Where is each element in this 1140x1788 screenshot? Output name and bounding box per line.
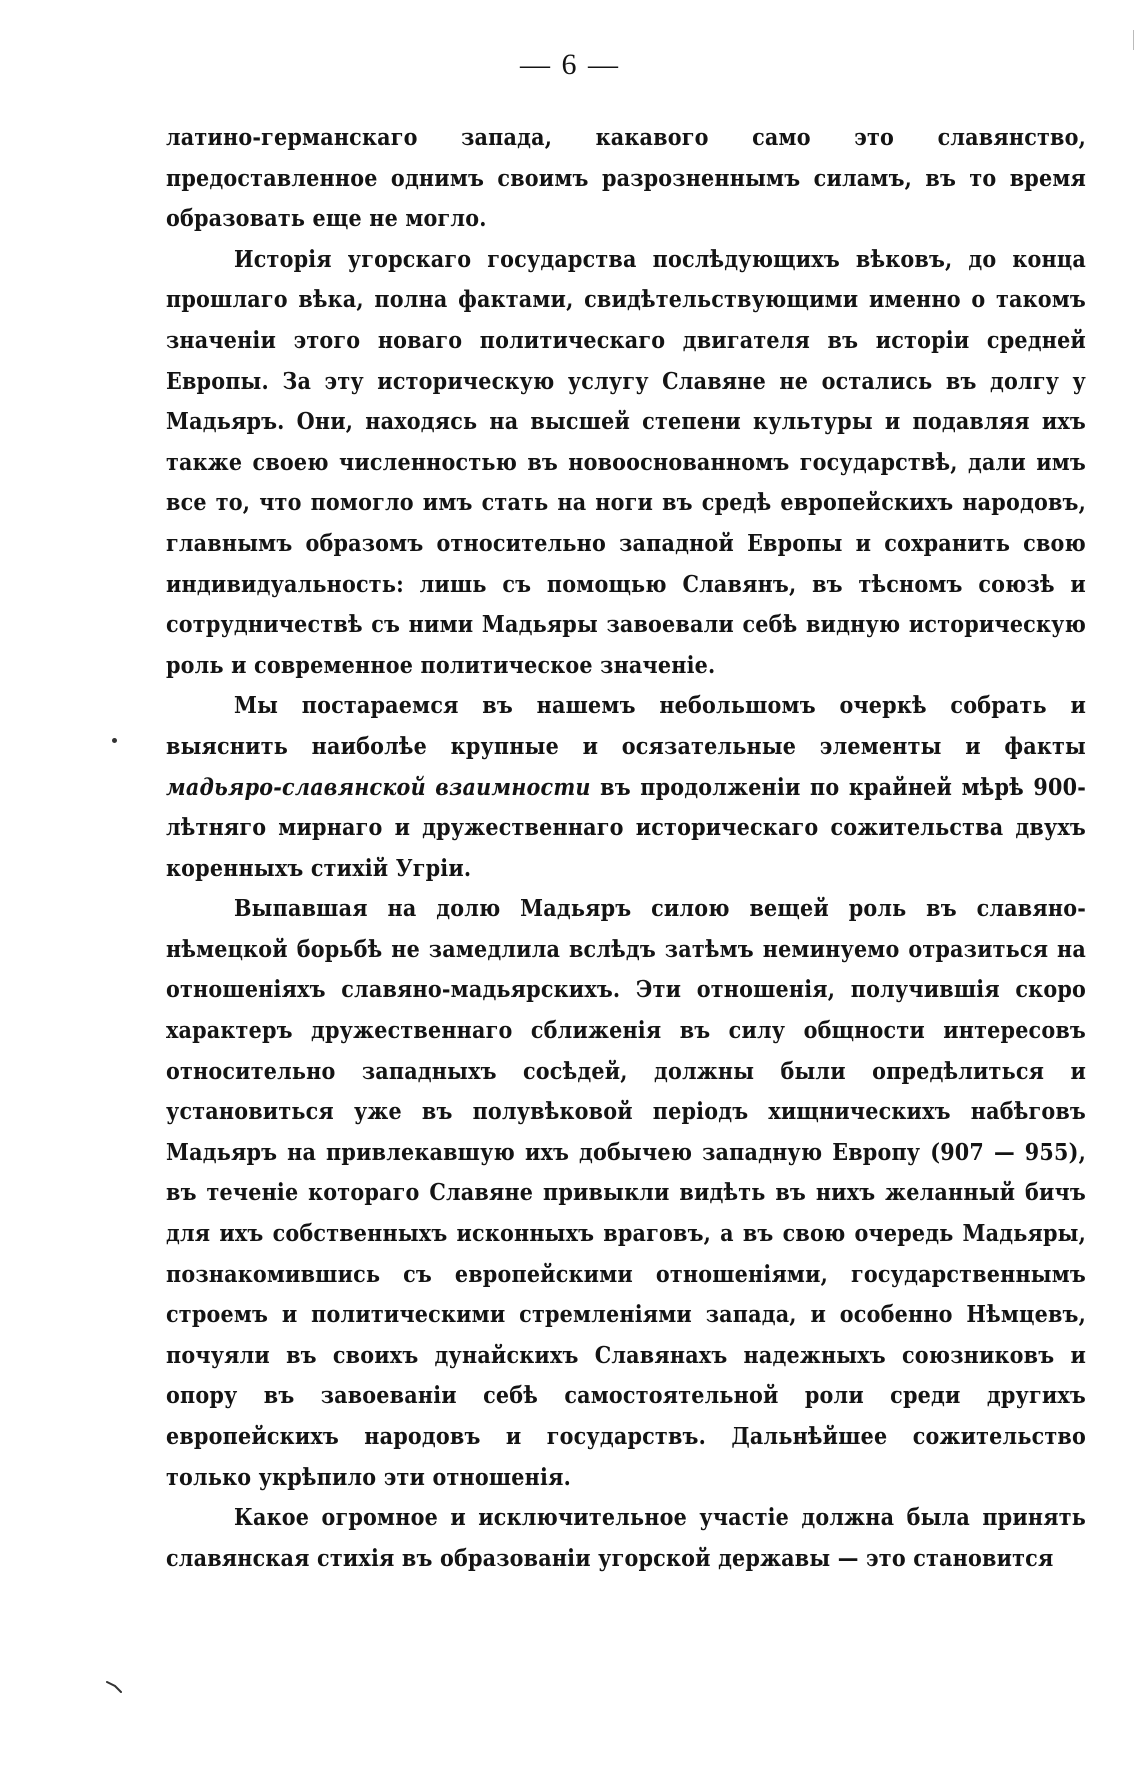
margin-stroke-mark (106, 1680, 124, 1694)
page-number: — 6 — (520, 48, 620, 81)
scan-edge-mark (1133, 30, 1134, 50)
paragraph-3-text-after: въ продолженіи по крайней мѣрѣ 900-лѣтняго мирнаго и дружественнаго историческаго сожительства двухъ коренныхъ стихій Угріи. (166, 773, 1086, 882)
paragraph-3-text-before: Мы постараемся въ нашемъ небольшомъ очеркѣ собрать и выяснить наиболѣе крупные и осязательные элементы и факты (166, 692, 1086, 760)
margin-dot-mark (112, 738, 117, 743)
emphasis-term: мадьяро-славянской взаимности (166, 773, 591, 801)
paragraph-1: латино-германскаго запада, какавого само это славянство, предоставленное однимъ своимъ разрозненнымъ силамъ, въ то время образовать еще не могло. (166, 124, 1086, 233)
paragraph-2: Исторія угорскаго государства послѣдующихъ вѣковъ, до конца прошлаго вѣка, полна фактами, свидѣтельствующими именно о такомъ значеніи этого новаго политическаго двигателя въ исторіи средней Европы. За эту историческую услугу Славяне не остались въ долгу у Мадьяръ. Они, находясь на высшей степени культуры и подавляя ихъ также своею численностью въ новооснованномъ государствѣ, дали имъ все то, что помогло имъ стать на ноги въ средѣ европейскихъ народовъ, главнымъ образомъ относительно западной Европы и сохранить свою индивидуальность: лишь съ помощью Славянъ, въ тѣсномъ союзѣ и сотрудничествѣ съ ними Мадьяры завоевали себѣ видную историческую роль и современное политическое значеніе. (166, 245, 1086, 679)
paragraph-5: Какое огромное и исключительное участіе должна была принять славянская стихія въ образованіи угорской державы — это становится (166, 1504, 1086, 1572)
paragraph-3 (166, 686, 1086, 889)
paragraph-4: Выпавшая на долю Мадьяръ силою вещей роль въ славяно-нѣмецкой борьбѣ не замедлила вслѣдъ затѣмъ неминуемо отразиться на отношеніяхъ славяно-мадьярскихъ. Эти отношенія, получившія скоро характеръ дружественнаго сближенія въ силу общности интересовъ относительно западныхъ сосѣдей, должны были опредѣлиться и установиться уже въ полувѣковой періодъ хищническихъ набѣговъ Мадьяръ на привлекавшую ихъ добычею западную Европу (907 — 955), въ теченіе котораго Славяне привыкли видѣть въ нихъ желанный бичъ для ихъ собственныхъ исконныхъ враговъ, а въ свою очередь Мадьяры, познакомившись съ европейскими отношеніями, государственнымъ строемъ и политическими стремленіями запада, и особенно Нѣмцевъ, почуяли въ своихъ дунайскихъ Славянахъ надежныхъ союзниковъ и опору въ завоеваніи себѣ самостоятельной роли среди другихъ европейскихъ народовъ и государствъ. Дальнѣйшее сожительство только укрѣпило эти отношенія. (166, 895, 1086, 1491)
body-text (166, 118, 1086, 1579)
